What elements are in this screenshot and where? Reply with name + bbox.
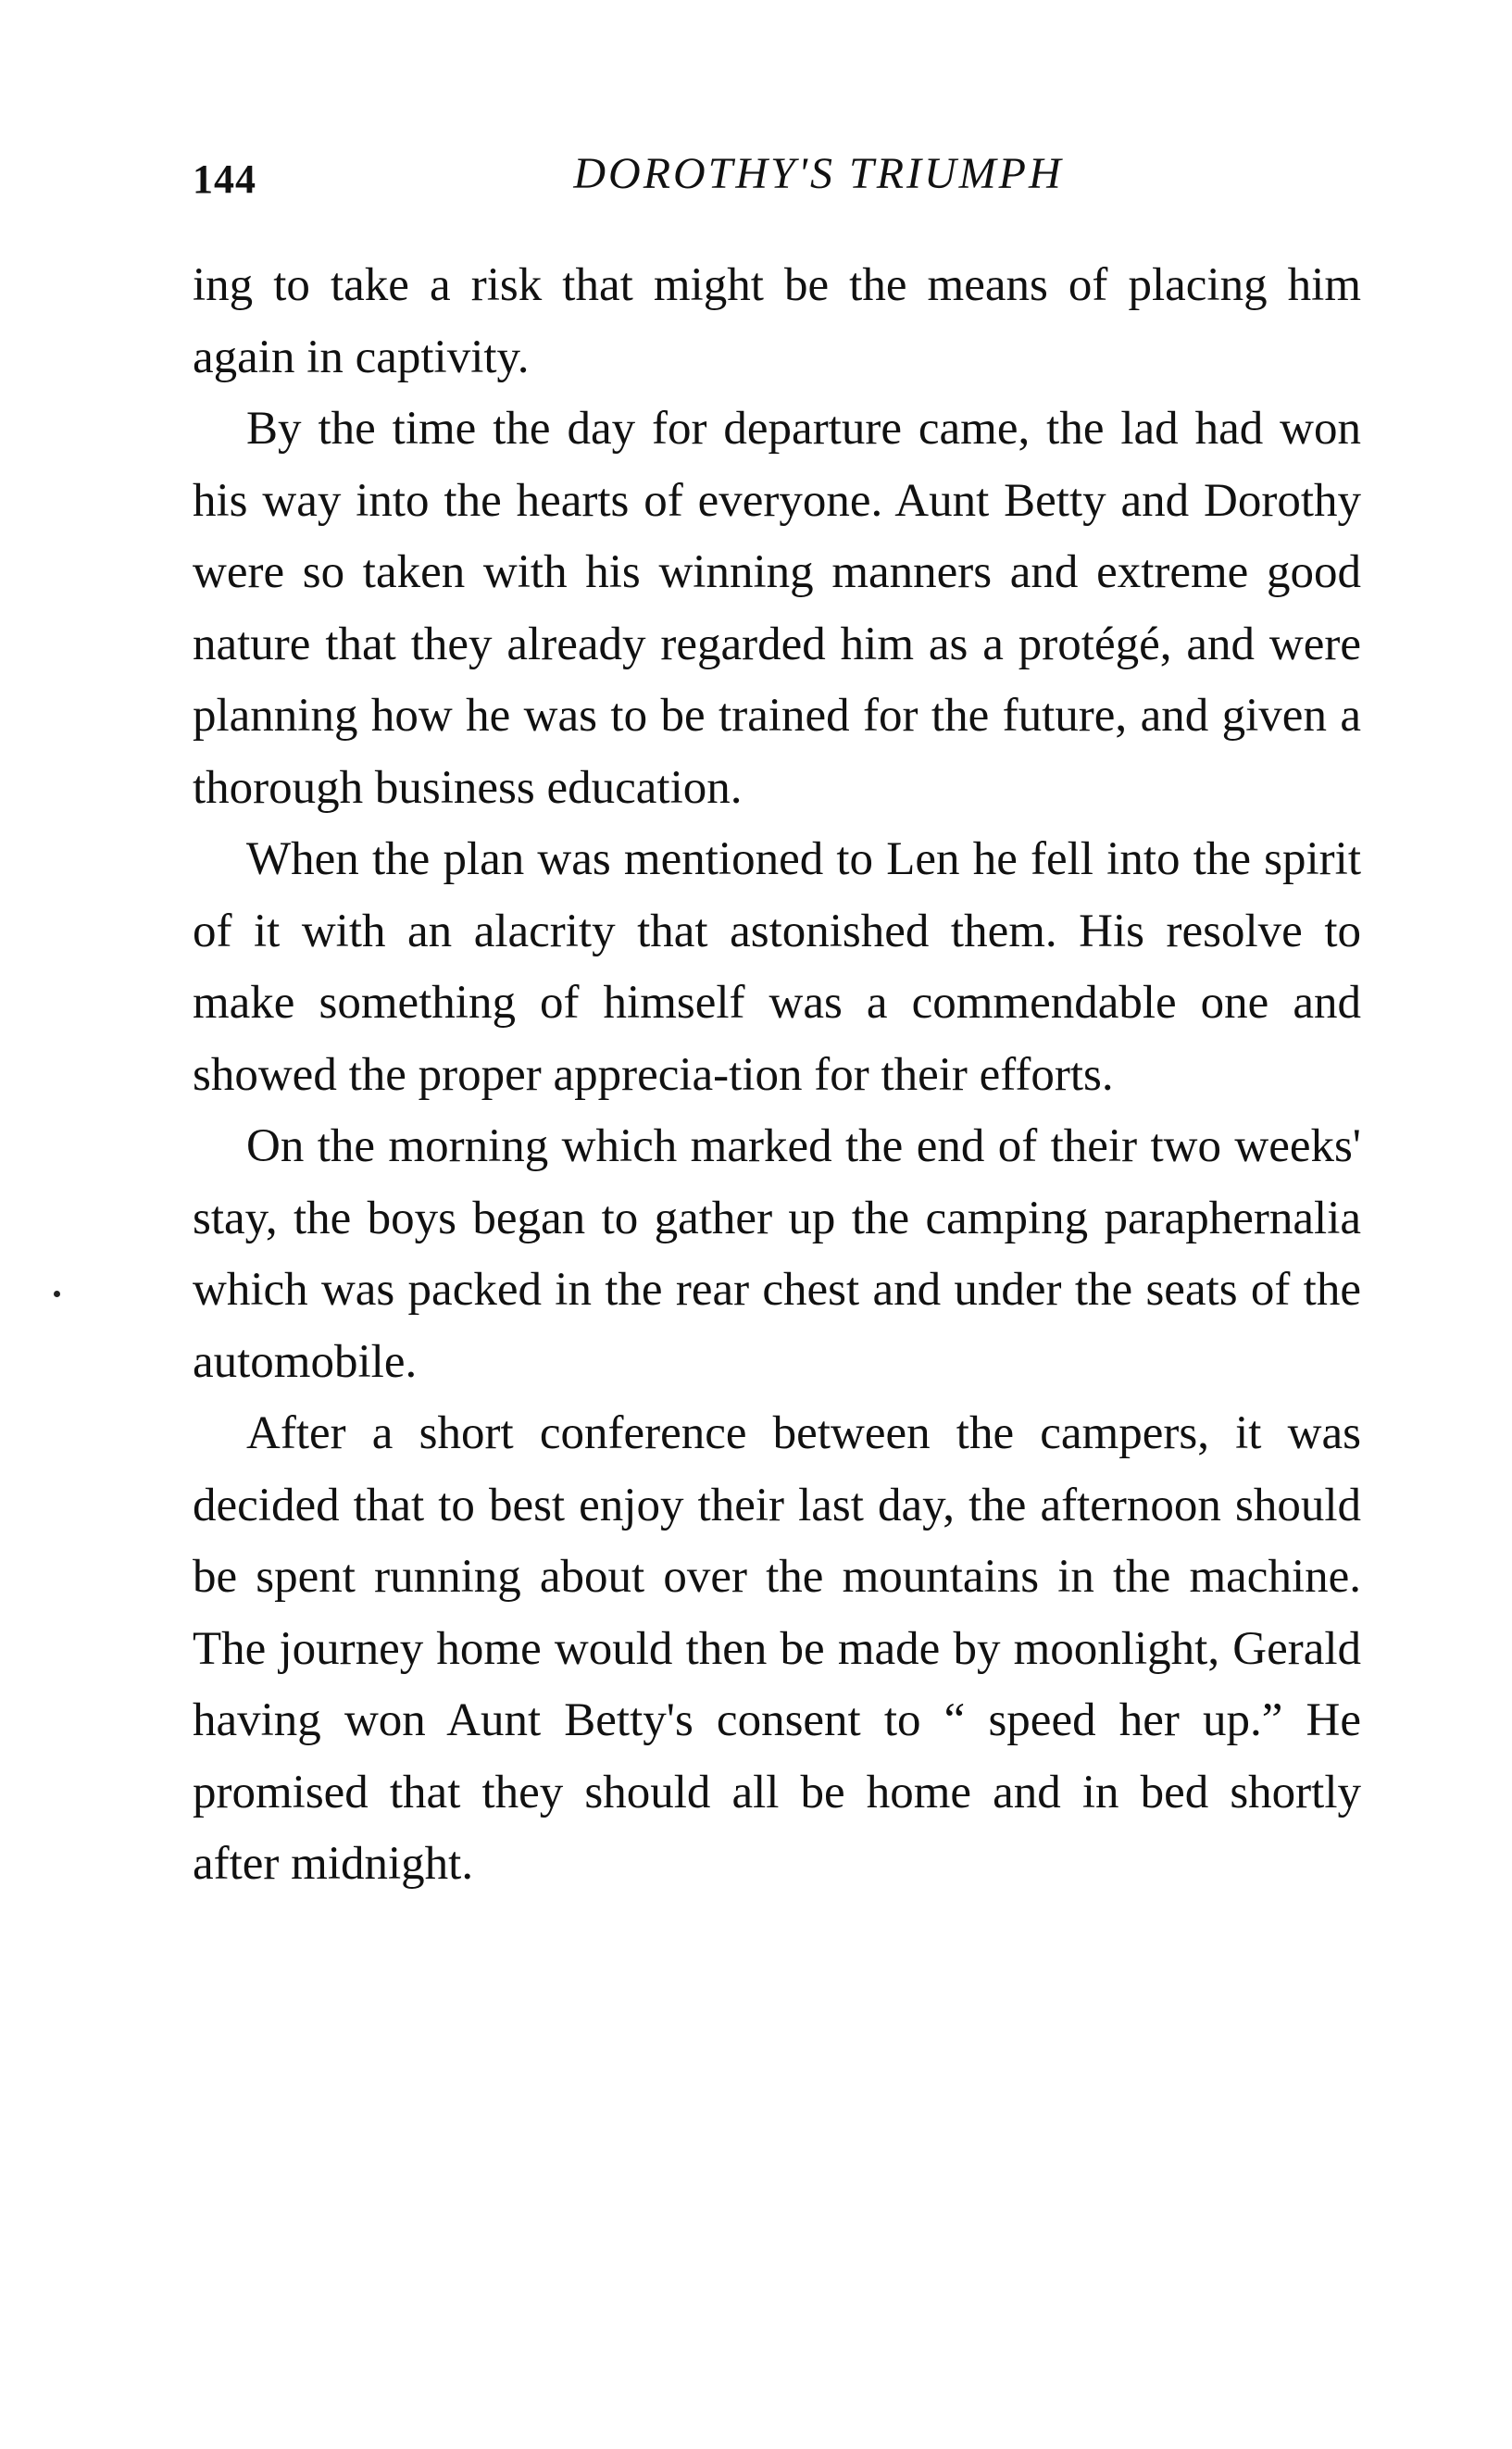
margin-dot	[54, 1291, 60, 1297]
paragraph-morning: On the morning which marked the end of their two weeks' stay, the boys began to gather up the camping paraphernalia which was packed in the rear chest and under the seats of the automobile.	[193, 1120, 1361, 1388]
page-number: 144	[193, 156, 256, 202]
running-head	[193, 144, 1361, 219]
paragraph-conference: After a short conference between the campers, it was decided that to best enjoy their last day, the afternoon should be spent running about over the mountains in the machine. The journey home would then be made by moonlight, Gerald having won Aunt Betty's consent to “ speed her up.” He promised that they should all be home and in bed shortly after midnight.	[193, 1407, 1361, 1890]
paragraph-continuation: ing to take a risk that might be the means of placing him again in captivity.	[193, 259, 1361, 383]
paragraph-departure: By the time the day for departure came, the lad had won his way into the hearts of everyone. Aunt Betty and Dorothy were so taken with his winning manners and extreme good nature that they already regarded him as a protégé, and were planning how he was to be trained for the future, and given a thorough business education.	[193, 403, 1361, 814]
body-text	[193, 250, 1361, 1901]
running-title: DOROTHY'S TRIUMPH	[573, 149, 1064, 198]
paragraph-plan: When the plan was mentioned to Len he fell into the spirit of it with an alacrity that astonished them. His resolve to make something of himself was a commendable one and showed the proper apprecia-tion for their efforts.	[193, 833, 1361, 1101]
